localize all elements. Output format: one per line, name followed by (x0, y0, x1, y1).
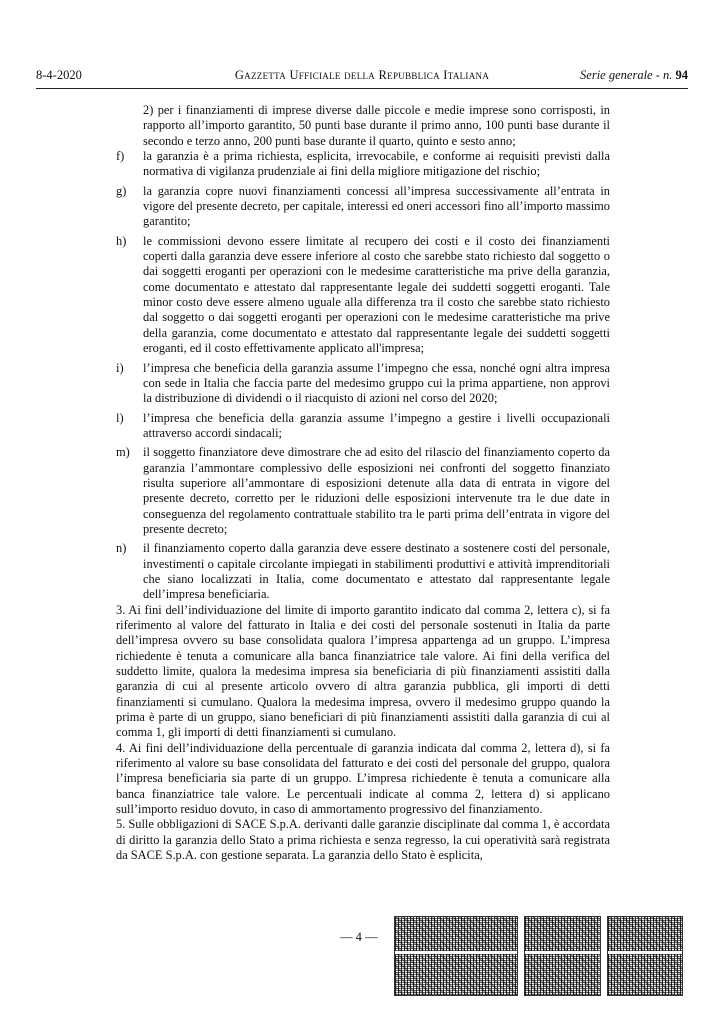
page-number: — 4 — (340, 930, 378, 944)
paragraph-5: 5. Sulle obbligazioni di SACE S.p.A. derivanti dalle garanzie disciplinate dal comma 1, è accordata di diritto la garanzia dello Stato a prima richiesta e senza regresso, la cui operatività sarà registrata da SACE S.p.A. con gestione separata. La garanzia dello Stato è esplicita, (116, 817, 610, 863)
paragraph-3: 3. Ai fini dell’individuazione del limite di importo garantito indicato dal comma 2, lettera c), si fa riferimento al valore del fatturato in Italia e dei costi del personale sostenuti in Italia da parte dell’impresa ovvero su base consolidata qualora l’impresa appartenga ad un gruppo. L’impresa richiedente è tenuta a comunicare alla banca finanziatrice tale valore. Ai fini della verifica del suddetto limite, qualora la medesima impresa sia beneficiaria di più finanziamenti assistiti dalla garanzia di cui al presente articolo ovvero di altra garanzia pubblica, gli importi di detti finanziamenti si cumulano. Qualora la medesima impresa, ovvero il medesimo gruppo quando la prima è parte di un gruppo, siano beneficiari di più finanziamenti assistiti dalla garanzia di cui al comma 1, gli importi di detti finanziamenti si cumulano. (116, 602, 610, 740)
item-label: l) (116, 410, 124, 425)
item-text: l’impresa che beneficia della garanzia assume l’impegno che essa, nonché ogni altra impresa con sede in Italia che faccia parte del medesimo gruppo cui la prima appartiene, non approvi la distribuzione di dividendi o il riacquisto di azioni nel corso del 2020; (143, 360, 610, 406)
item-text: la garanzia copre nuovi finanziamenti concessi all’impresa successivamente all’entrata in vigore del presente decreto, per capitale, interessi ed oneri accessori fino all’importo massimo garantito; (143, 183, 610, 229)
list-item (116, 411, 610, 442)
list-item (116, 149, 610, 180)
list-item (116, 541, 610, 602)
publication-title: Gazzetta Ufficiale della Repubblica Italiana (234, 68, 490, 82)
paragraph-4: 4. Ai fini dell’individuazione della percentuale di garanzia indicata dal comma 2, lettera d), si fa riferimento al valore su base consolidata del fatturato e dei costi del personale del gruppo, qualora l’impresa beneficiaria sia parte di un gruppo. L’impresa richiedente è tenuta a comunicare alla banca finanziatrice tale valore. Le percentuali indicate al comma 2, lettera d) si applicano sull’importo residuo dovuto, in caso di ammortamento progressivo del finanziamento. (116, 740, 610, 817)
page-header (36, 68, 688, 86)
item-label: h) (116, 233, 127, 248)
datamatrix-code-3 (607, 916, 683, 996)
datamatrix-codes (394, 916, 694, 996)
issue-date: 8-4-2020 (36, 68, 82, 82)
list-item (116, 234, 610, 357)
item-label: n) (116, 541, 127, 556)
item-label: i) (116, 360, 124, 375)
series-label: Serie generale - n. (580, 68, 673, 82)
item-label: f) (116, 149, 125, 164)
item-text: la garanzia è a prima richiesta, esplicita, irrevocabile, e conforme ai requisiti previsti dalla normativa di vigilanza prudenziale ai fini della migliore mitigazione del rischio; (143, 149, 610, 179)
datamatrix-code-2 (524, 916, 601, 996)
header-rule (36, 88, 688, 89)
item-text: il soggetto finanziatore deve dimostrare che ad esito del rilascio del finanziamento coperto da garanzia l’ammontare complessivo delle esposizioni nei confronti del soggetto finanziato risulta superiore all’ammontare di esposizioni detenute alla data di entrata in vigore del presente decreto, corretto per le riduzioni delle esposizioni intervenute tra le due date in conseguenza del regolamento contrattuale stabilito tra le parti prima dell’entrata in vigore del presente decreto; (143, 445, 610, 536)
intro-paragraph: 2) per i finanziamenti di imprese diverse dalle piccole e medie imprese sono corrisposti, in rapporto all’importo garantito, 50 punti base durante il primo anno, 100 punti base durante il secondo e terzo anno, 200 punti base durante il quarto, quinto e sesto anno; (143, 103, 610, 148)
item-text: il finanziamento coperto dalla garanzia deve essere destinato a sostenere costi del personale, investimenti o capitale circolante impiegati in stabilimenti produttivi e attività imprenditoriali che siano localizzati in Italia, come documentato e attestato dal rappresentante legale dell’impresa beneficiaria. (143, 541, 610, 602)
series-info (580, 68, 688, 83)
item-text: l’impresa che beneficia della garanzia assume l’impegno a gestire i livelli occupazionali attraverso accordi sindacali; (143, 410, 610, 440)
document-body (116, 103, 610, 864)
list-item (116, 361, 610, 407)
item-text: le commissioni devono essere limitate al recupero dei costi e il costo dei finanziamenti coperti dalla garanzia deve essere inferiore al costo che sarebbe stato richiesto dal soggetto o dai soggetti eroganti per operazioni con le medesime caratteristiche ma prive della garanzia, come documentato e attestato dal rappresentante legale dei suddetti soggetti eroganti. Tale minor costo deve essere almeno uguale alla differenza tra il costo che sarebbe stato richiesto dal soggetto o dai soggetti eroganti per operazioni con le medesime caratteristiche ma prive della garanzia, come documentato e attestato dal rappresentante legale dei suddetti soggetti eroganti, ed il costo effettivamente applicato all'impresa; (143, 233, 610, 356)
datamatrix-code-1 (394, 916, 518, 996)
series-number: 94 (675, 68, 688, 82)
item-label: g) (116, 183, 127, 198)
list-item (116, 445, 610, 537)
item-label: m) (116, 445, 130, 460)
list-item (116, 184, 610, 230)
